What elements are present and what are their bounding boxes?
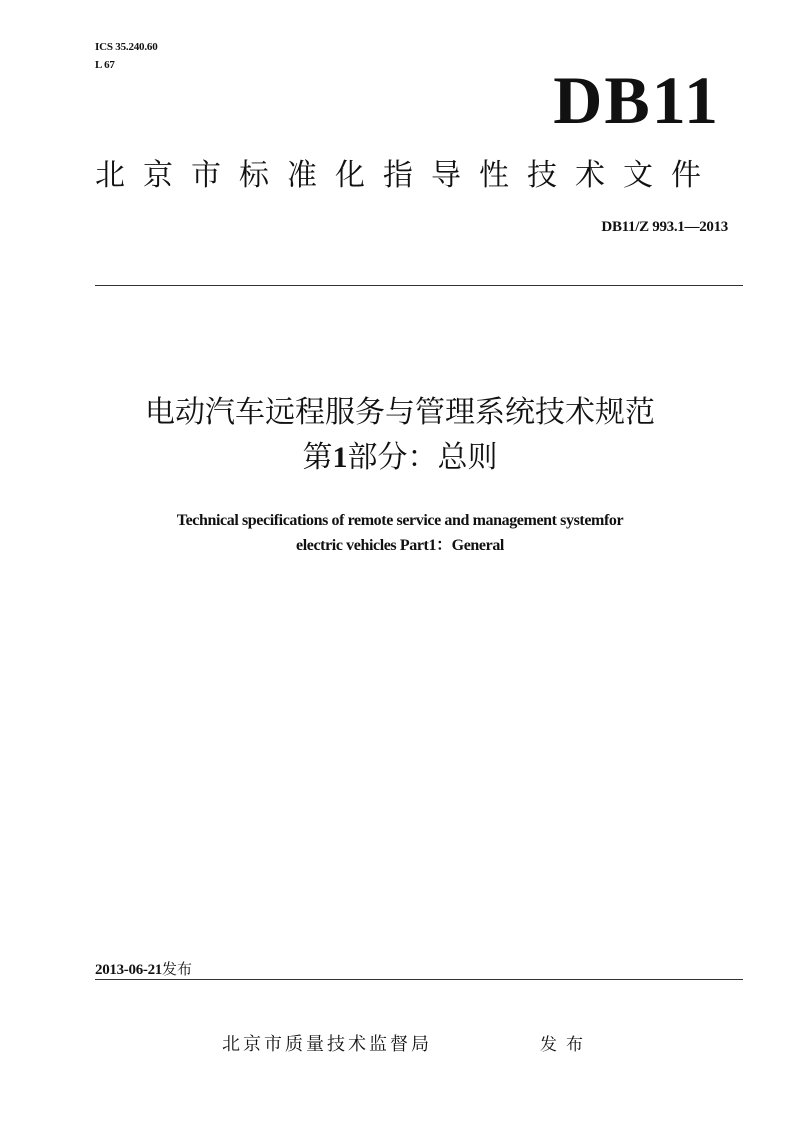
title-cn-line1: 电动汽车远程服务与管理系统技术规范 <box>145 395 655 430</box>
issue-date-line <box>95 958 192 979</box>
part-suffix: 部分：总则 <box>347 440 498 475</box>
issue-date: 2013-06-21 <box>95 962 162 978</box>
part-prefix: 第 <box>302 440 333 475</box>
issuing-authority: 北京市质量技术监督局 <box>222 1034 432 1055</box>
issue-label: 发布 <box>162 960 193 978</box>
part-number: 1 <box>332 441 348 474</box>
title-en-line2: electric vehicles Part1：General <box>296 537 504 554</box>
document-type: 北京市标准化指导性技术文件 <box>95 158 719 193</box>
standard-logo: DB11 <box>553 62 720 138</box>
title-cn-line2 <box>0 438 800 478</box>
document-number: DB11/Z 993.1—2013 <box>601 219 728 235</box>
title-en-line1: Technical specifications of remote service and management systemfor <box>176 512 624 529</box>
bottom-divider <box>95 979 743 980</box>
top-divider <box>95 285 743 286</box>
ics-code: ICS 35.240.60 <box>95 41 158 53</box>
l-code: L 67 <box>95 59 115 71</box>
issued-label: 发布 <box>540 1035 592 1055</box>
